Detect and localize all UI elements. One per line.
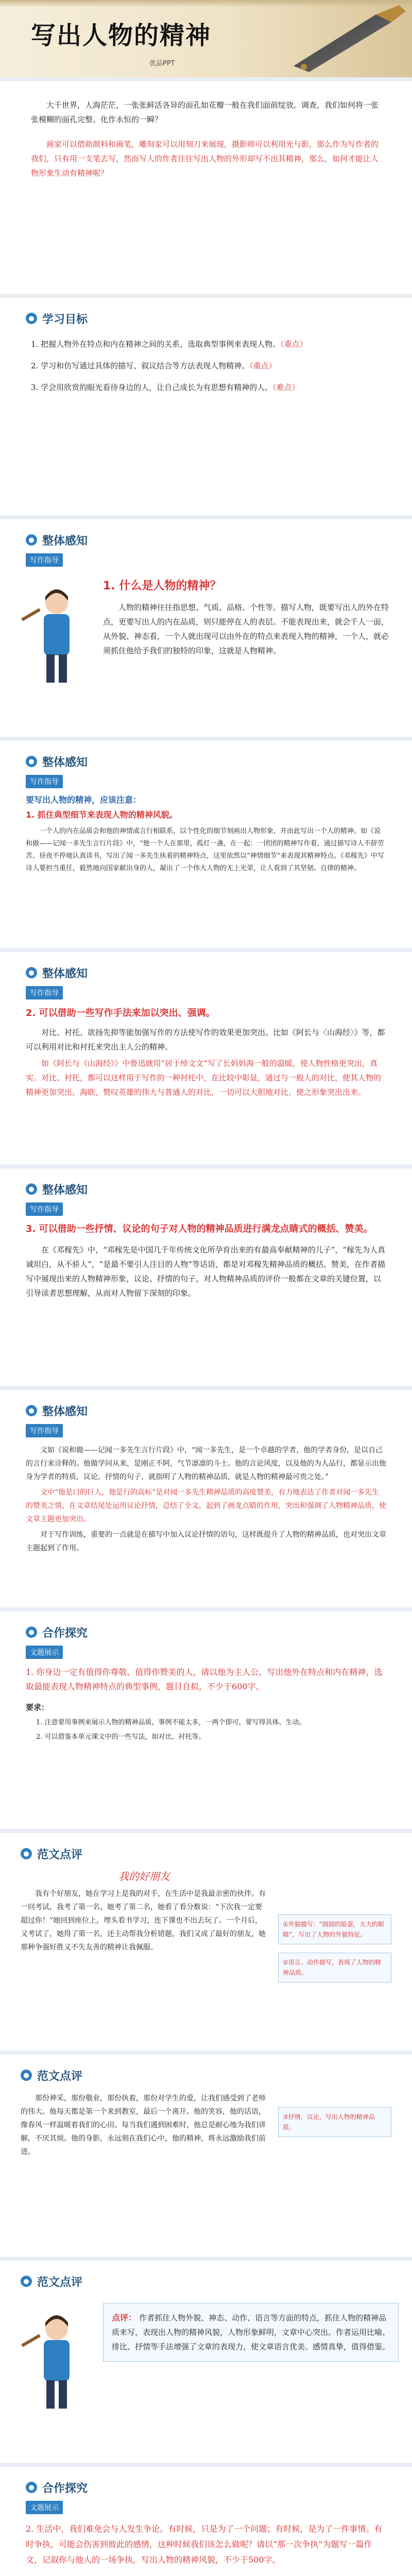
section-title: 合作探究	[42, 1626, 88, 1640]
requirement-item: 1. 注意要用事例来展示人物的精神品质，事例不能太多，一两个即可，要写得具体、生动。	[36, 1719, 306, 1726]
goal-item	[31, 359, 381, 373]
highlight-text: 2. 可以借助一些写作手法来加以突出、强调。	[26, 1008, 215, 1019]
section-header	[21, 2066, 391, 2084]
section-tag: 文题展示	[26, 1646, 63, 1659]
goal-text: 3. 学会用欣赏的眼光看待身边的人，让自己成长为有思想有精神的人。	[31, 383, 273, 392]
section-header	[26, 1623, 386, 1641]
goal-item	[31, 380, 381, 395]
question-text: 1. 什么是人物的精神？	[103, 580, 221, 592]
section-tag: 写作指导	[26, 1424, 63, 1437]
body-text-red: 如《阿长与《山海经》》中鲁迅就用“居于绰文文”写了长妈妈海一般的温暖，使人物性格更突出，真实。对比、衬托，都可以这样用于写作的一种衬托中，在比较中彰显，通过与一般人的对比，使其人物的精神更加突出。海欧，赞叹英雄的伟大与普通人的对比，一切可以大胆地对比，使之形象突出出来。	[26, 1059, 382, 1097]
goal-note: （难点）	[272, 383, 300, 392]
section-title: 范文点评	[37, 1848, 83, 1861]
section-header	[26, 963, 386, 982]
section-tag: 写作指导	[26, 775, 63, 788]
goal-text: 2. 学习和仿写通过具体的描写、叙议结合等方法表现人物精神。	[31, 361, 250, 370]
section-bullet-icon: ●	[21, 2276, 32, 2287]
annotation-box: ①外貌描写：“圆圆的脸蛋，大大的眼睛”，写出了人物的外貌特征。	[278, 1914, 391, 1944]
section-bullet-icon: ●	[21, 1848, 32, 1859]
slide-subtitle: 优品PPT	[149, 60, 175, 67]
section-bullet-icon: ●	[26, 967, 37, 978]
section-title: 合作探究	[42, 2482, 88, 2495]
goal-item	[31, 337, 381, 351]
section-tag: 写作指导	[26, 1202, 63, 1216]
body-text-red: 文中“他是口的巨人，他是行的高标”是对闻一多先生精神品质的高度赞美，有力地表达了作者对闻一多先生的赞美之情，在文章结尾处运用议论抒情，总结了全文，起到了画龙点睛的作用，突出和强调了人物精神品质，使文章主题更加突出。	[26, 1488, 386, 1523]
goal-note: （重点）	[280, 340, 307, 349]
slide-title	[0, 0, 412, 77]
slide-what-is-spirit	[0, 520, 412, 737]
section-bullet-icon: ●	[26, 2482, 37, 2493]
teacher-icon	[21, 2308, 88, 2411]
essay-title: 我的好朋友	[118, 1870, 170, 1883]
section-bullet-icon: ●	[26, 534, 37, 546]
section-title: 整体感知	[42, 756, 88, 769]
prompt-text: 1. 你身边一定有值得你尊敬、值得你赞美的人，请以他为主人公，写出他外在特点和内在精神，选取最能表现人物精神特点的典型事例，题目自拟，不少于600字。	[26, 1667, 383, 1691]
essay-text: 那份神采，那份敬业，那份执着，那份对学生的爱，让我们感受到了老师的伟大。他每天都是第一个来到教室，最后一个离开。他的笑容，他的话语，像春风一样温暖着我们的心田。每当我们遇到困难时，他总是耐心地为我们讲解，不厌其烦。他的身影，永远刻在我们心中，他的精神，将永远激励我们前进。	[21, 2094, 266, 2156]
section-bullet-icon: ●	[26, 756, 37, 767]
slide-comment	[0, 2262, 412, 2463]
section-bullet-icon: ●	[26, 1626, 37, 1638]
prompt-text: 2. 生活中，我们难免会与人发生争论。有时候，只是为了一个问题；有时候，是为了一件事情。有时争执，可能会伤害到彼此的感情，这种时候我们该怎么做呢？请以“那一次争执”为题写一篇作文，记叙你与他人的一场争执，写出人物的精神风貌，不少于500字。	[26, 2524, 383, 2565]
slide-title-text: 写出人物的精神	[31, 21, 212, 50]
comment-text: 作者抓住人物外貌、神态、动作、语言等方面的特点，抓住人物的精神品质来写，表现出人物的精神风貌，人物形象鲜明，文章中心突出。作者运用比喻、排比、抒情等手法增强了文章的表现力，使文章语言优美、感情真挚，值得借鉴。	[112, 2313, 390, 2351]
section-tag: 写作指导	[26, 986, 63, 999]
section-title: 整体感知	[42, 967, 88, 980]
section-tag: 文题展示	[26, 2501, 63, 2514]
body-text: 一个人的内在品质会和他的神情或言行相联系，以个性化的细节刻画出人物形象，并由此写出一个人的精神。如《说和做——记闻一多先生言行片段》中，“他一个人在那里，孤灯一盏，在一起：一团团的精神写作着，通过描写诗人不辞劳苦、昼夜不停地认真读书，写出了闻一多先生执着的精神特点，这里依然以“神情细节”来表现其精神特点。《邓稼先》中写诗人要担当重任，毅然地向国家献出身的人，凝出了一个伟大人物的无上光荣，让人看到了其坚韧、自律的精神。	[26, 827, 384, 872]
comment-box	[103, 2303, 399, 2362]
section-title: 学习目标	[42, 313, 88, 326]
slide-guide-2	[0, 953, 412, 1164]
slide-essay-2	[0, 2056, 412, 2257]
section-title: 范文点评	[37, 2070, 83, 2083]
section-bullet-icon: ●	[26, 1183, 37, 1195]
annotation-box: ②语言、动作描写，表现了人物的精神品质。	[278, 1953, 391, 1982]
goal-note: （重点）	[249, 361, 277, 370]
body-text: 对于写作训练，重要的一点就是在描写中加入议论抒情的语句，这样既提升了人物的精神品质，也对突出文章主题起到了作用。	[26, 1531, 386, 1552]
section-tag: 写作指导	[26, 553, 63, 567]
section-bullet-icon: ●	[21, 2070, 32, 2081]
comment-label: 点评：	[112, 2313, 137, 2323]
goal-text: 1. 把握人物外在特点和内在精神之间的关系，选取典型事例来表现人物。	[31, 340, 281, 349]
body-text: 人物的精神往往指思想、气质、品格、个性等。描写人物，既要写出人的外在特点，更要写出人的内在品质，则只能停在人的表层。不能表现出来，就会千人一面，从外貌、神态看，一个人就出现可以由外在的特点来表现人物的精神，一个人，就必须抓住他给予我们的独特的印象，这就是人物精神。	[103, 603, 389, 655]
section-title: 整体感知	[42, 1405, 88, 1418]
slide-intro	[0, 82, 412, 294]
slide-prompt-2	[0, 2468, 412, 2576]
intro-para-2: 画家可以借助颜料和画笔，雕刻家可以用刻刀来展现，摄影师可以利用光与影，那么作为写作者的我们，只有用一支笔去写，然而写人的作者往往写出人物的外形却写不出其精神，那么，如何才能让人物形象生动有精神呢？	[31, 140, 379, 178]
section-bullet-icon: ●	[26, 313, 37, 324]
section-header	[21, 2272, 391, 2291]
section-title: 范文点评	[37, 2276, 83, 2289]
slide-guide-3	[0, 1170, 412, 1386]
essay-text: 我有个好朋友，她在学习上是我的对手，在生活中是我最亲密的伙伴。有一回考试，我考了第一名，她考了第二名，她看了看分数说：“下次我一定要超过你！”她回到座位上，埋头看书学习，连下课也不出去玩了。一个月后，又考试了，她得了第一名，还主动帮我分析错题，我们又成了最好的朋友，她那种争强好胜又不失友善的精神让我佩服。	[21, 1890, 266, 1952]
slide-prompt-1	[0, 1613, 412, 1829]
annotation-box: ③抒情，议论，写出人物的精神品质。	[278, 2107, 391, 2137]
section-header	[26, 2478, 386, 2497]
slide-guide-4	[0, 1391, 412, 1607]
teacher-icon	[21, 582, 88, 685]
section-header	[21, 1844, 391, 1863]
slide-essay-1	[0, 1834, 412, 2050]
section-title: 整体感知	[42, 1183, 88, 1197]
section-title: 整体感知	[42, 534, 88, 548]
section-bullet-icon: ●	[26, 1405, 37, 1416]
section-header	[26, 531, 386, 549]
body-text: 在《邓稼先》中，“邓稼先是中国几千年传统文化所孕育出来的有最高奉献精神的儿子”，“稼先为人真诚坦白，从不骄人”，“是最不要引人注目的人物”等话语，都是对邓稼先精神品质的概括、赞美，在作者描写中展现出来的人物精神形象，议论、抒情的句子，对人物精神品质的评价一般都在文章的关键位置，以引导读者思想理解，从而对人物留下深刻的印象。	[26, 1245, 386, 1298]
highlight-text: 1. 抓住典型细节来表现人物的精神风貌。	[26, 810, 178, 820]
section-header	[26, 309, 386, 328]
highlight-text: 3. 可以借助一些抒情、议论的句子对人物的精神品质进行满龙点睛式的概括、赞美。	[26, 1224, 373, 1234]
section-header	[26, 1180, 386, 1198]
slide-goals	[0, 299, 412, 515]
question-text: 要写出人物的精神，应该注意：	[26, 795, 142, 805]
section-header	[26, 1401, 386, 1420]
teacher-figure	[21, 2308, 88, 2411]
section-header	[26, 752, 386, 771]
requirements-label: 要求：	[26, 1703, 49, 1712]
body-text: 文如《说和做——记闻一多先生言行片段》中，“闻一多先生，是一个卓越的学者，他的学者身份，是以自己的言行来诠释的。他做学问从来，是刚正不阿，气节凛凛的斗士。他的言论风度，以及他的为人品行，都显示出他身为学者的特质，议论，抒情的句子，就指明了人物的精神品质，就是人物的精神最可贵之处。”	[26, 1446, 386, 1481]
teacher-figure	[21, 582, 88, 685]
slide-guide-1	[0, 742, 412, 948]
requirement-item: 2. 可以借鉴本单元课文中的一些写法，如对比、衬托等。	[36, 1733, 205, 1741]
body-text: 对比、衬托、欲扬先抑等能加强写作的方法使写作的效果更加突出。比如《阿长与〈山海经〉》等，都可以利用对比和衬托来突出主人公的精神。	[26, 1028, 385, 1052]
intro-para-1: 大千世界，人海茫茫，一张张鲜活各异的面孔如花瓣一般在我们面前绽放。调查，我们如何将一张张模糊的面孔完整、化作永恒的一瞬？	[31, 100, 379, 124]
pen-icon	[288, 4, 407, 76]
